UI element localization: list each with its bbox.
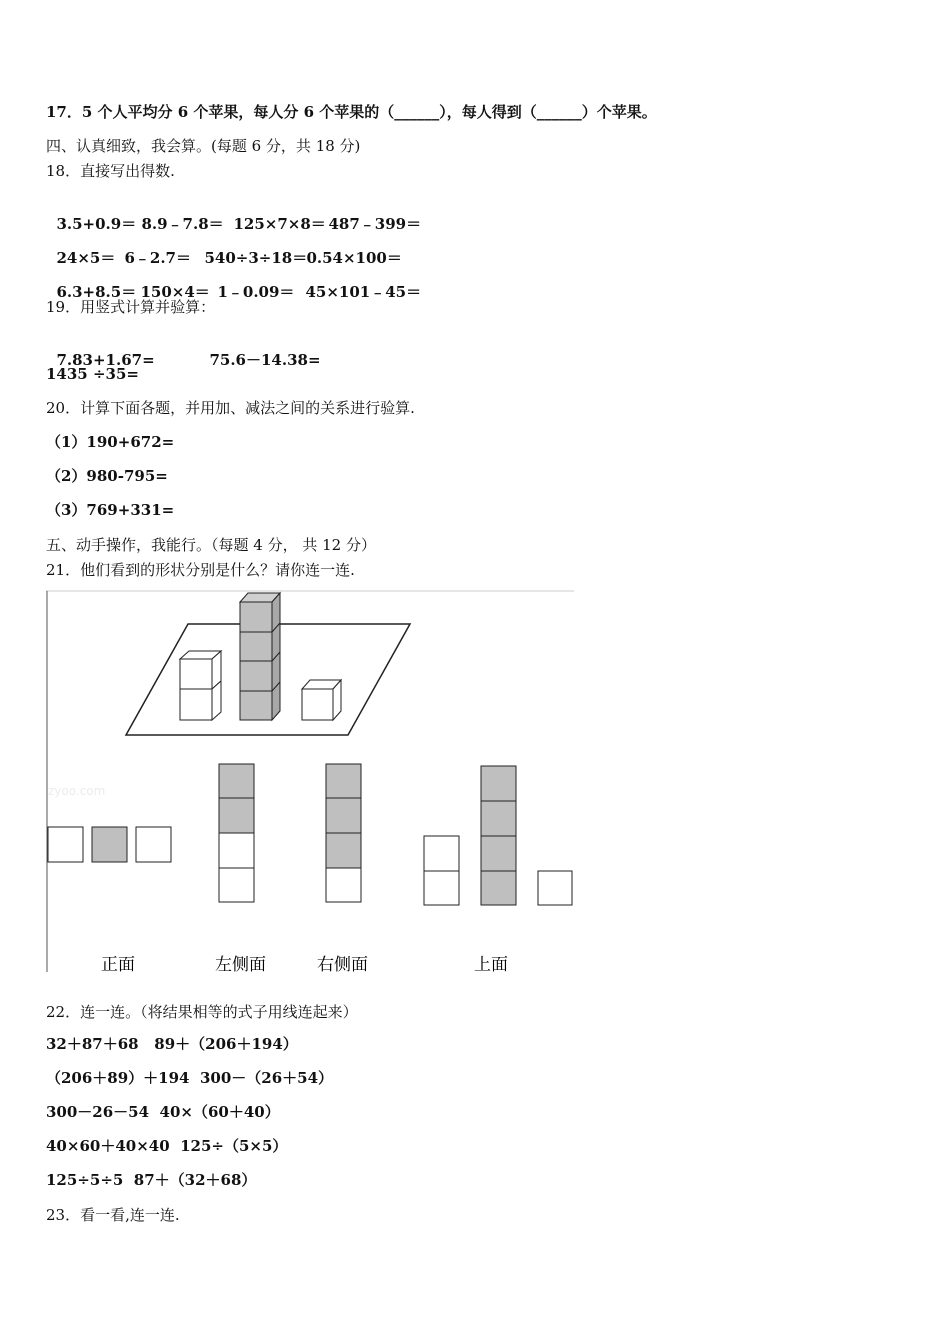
q22-row-3: 300－26－54 40×（60＋40） — [46, 1103, 280, 1121]
question-17: 17．5 个人平均分 6 个苹果，每人分 6 个苹果的（______），每人得到（______）个苹果。 — [46, 103, 657, 121]
q18-expr: 6﹣2.7＝ — [124, 249, 191, 267]
q18-expr: 0.54×100＝ — [306, 249, 402, 267]
q18-expr: 8.9﹣7.8＝ — [141, 215, 224, 233]
watermark: zyoo.com — [48, 784, 106, 798]
cube-views-figure — [46, 590, 576, 975]
q18-expr: 24×5＝ — [56, 249, 116, 267]
q22-row-2: （206＋89）＋194 300－（26＋54） — [46, 1069, 334, 1087]
view-top — [424, 766, 572, 905]
q18-expr: 125×7×8＝ — [233, 215, 326, 233]
section-4-heading: 四、认真细致，我会算。(每题 6 分，共 18 分) — [46, 137, 361, 155]
q22-row-5: 125÷5÷5 87＋（32＋68） — [46, 1171, 257, 1189]
q18-row-3 — [46, 262, 421, 302]
q18-expr: 150×4＝ — [140, 283, 210, 301]
label-right-side: 右侧面 — [317, 955, 368, 975]
q22-row-4: 40×60＋40×40 125÷（5×5） — [46, 1137, 288, 1155]
label-left-side: 左侧面 — [215, 955, 266, 975]
label-top: 上面 — [474, 955, 508, 975]
q19-expr: 75.6－14.38= — [209, 351, 321, 369]
q18-expr: 1﹣0.09＝ — [217, 283, 295, 301]
q20-item-1: （1）190+672= — [46, 433, 175, 451]
q19-row-2: 1435 ÷35= — [46, 365, 139, 383]
q19-expr: 7.83+1.67= — [56, 351, 155, 369]
cube-single-right — [302, 680, 341, 720]
question-19: 19．用竖式计算并验算： — [46, 298, 216, 316]
question-22: 22．连一连。（将结果相等的式子用线连起来） — [46, 1003, 358, 1021]
view-left-side — [219, 764, 254, 902]
cube-stack-middle — [240, 593, 280, 720]
view-right-side — [326, 764, 361, 902]
label-front: 正面 — [101, 955, 135, 975]
view-front — [48, 827, 171, 862]
question-21: 21．他们看到的形状分别是什么？请你连一连. — [46, 561, 355, 579]
q18-expr: 3.5+0.9＝ — [56, 215, 137, 233]
q18-expr: 45×101﹣45＝ — [305, 283, 422, 301]
q20-item-3: （3）769+331= — [46, 501, 175, 519]
q18-expr: 540÷3÷18＝ — [204, 249, 308, 267]
question-20: 20．计算下面各题，并用加、减法之间的关系进行验算. — [46, 399, 415, 417]
q18-expr: 487﹣399＝ — [328, 215, 422, 233]
question-18: 18．直接写出得数. — [46, 162, 175, 180]
q18-expr: 6.3+8.5＝ — [56, 283, 137, 301]
section-5-heading: 五、动手操作，我能行。（每题 4 分， 共 12 分） — [46, 536, 376, 554]
q22-row-1: 32＋87＋68 89＋（206＋194） — [46, 1035, 298, 1053]
q20-item-2: （2）980-795= — [46, 467, 168, 485]
cube-stack-left — [180, 651, 221, 720]
question-23: 23．看一看,连一连. — [46, 1206, 180, 1224]
